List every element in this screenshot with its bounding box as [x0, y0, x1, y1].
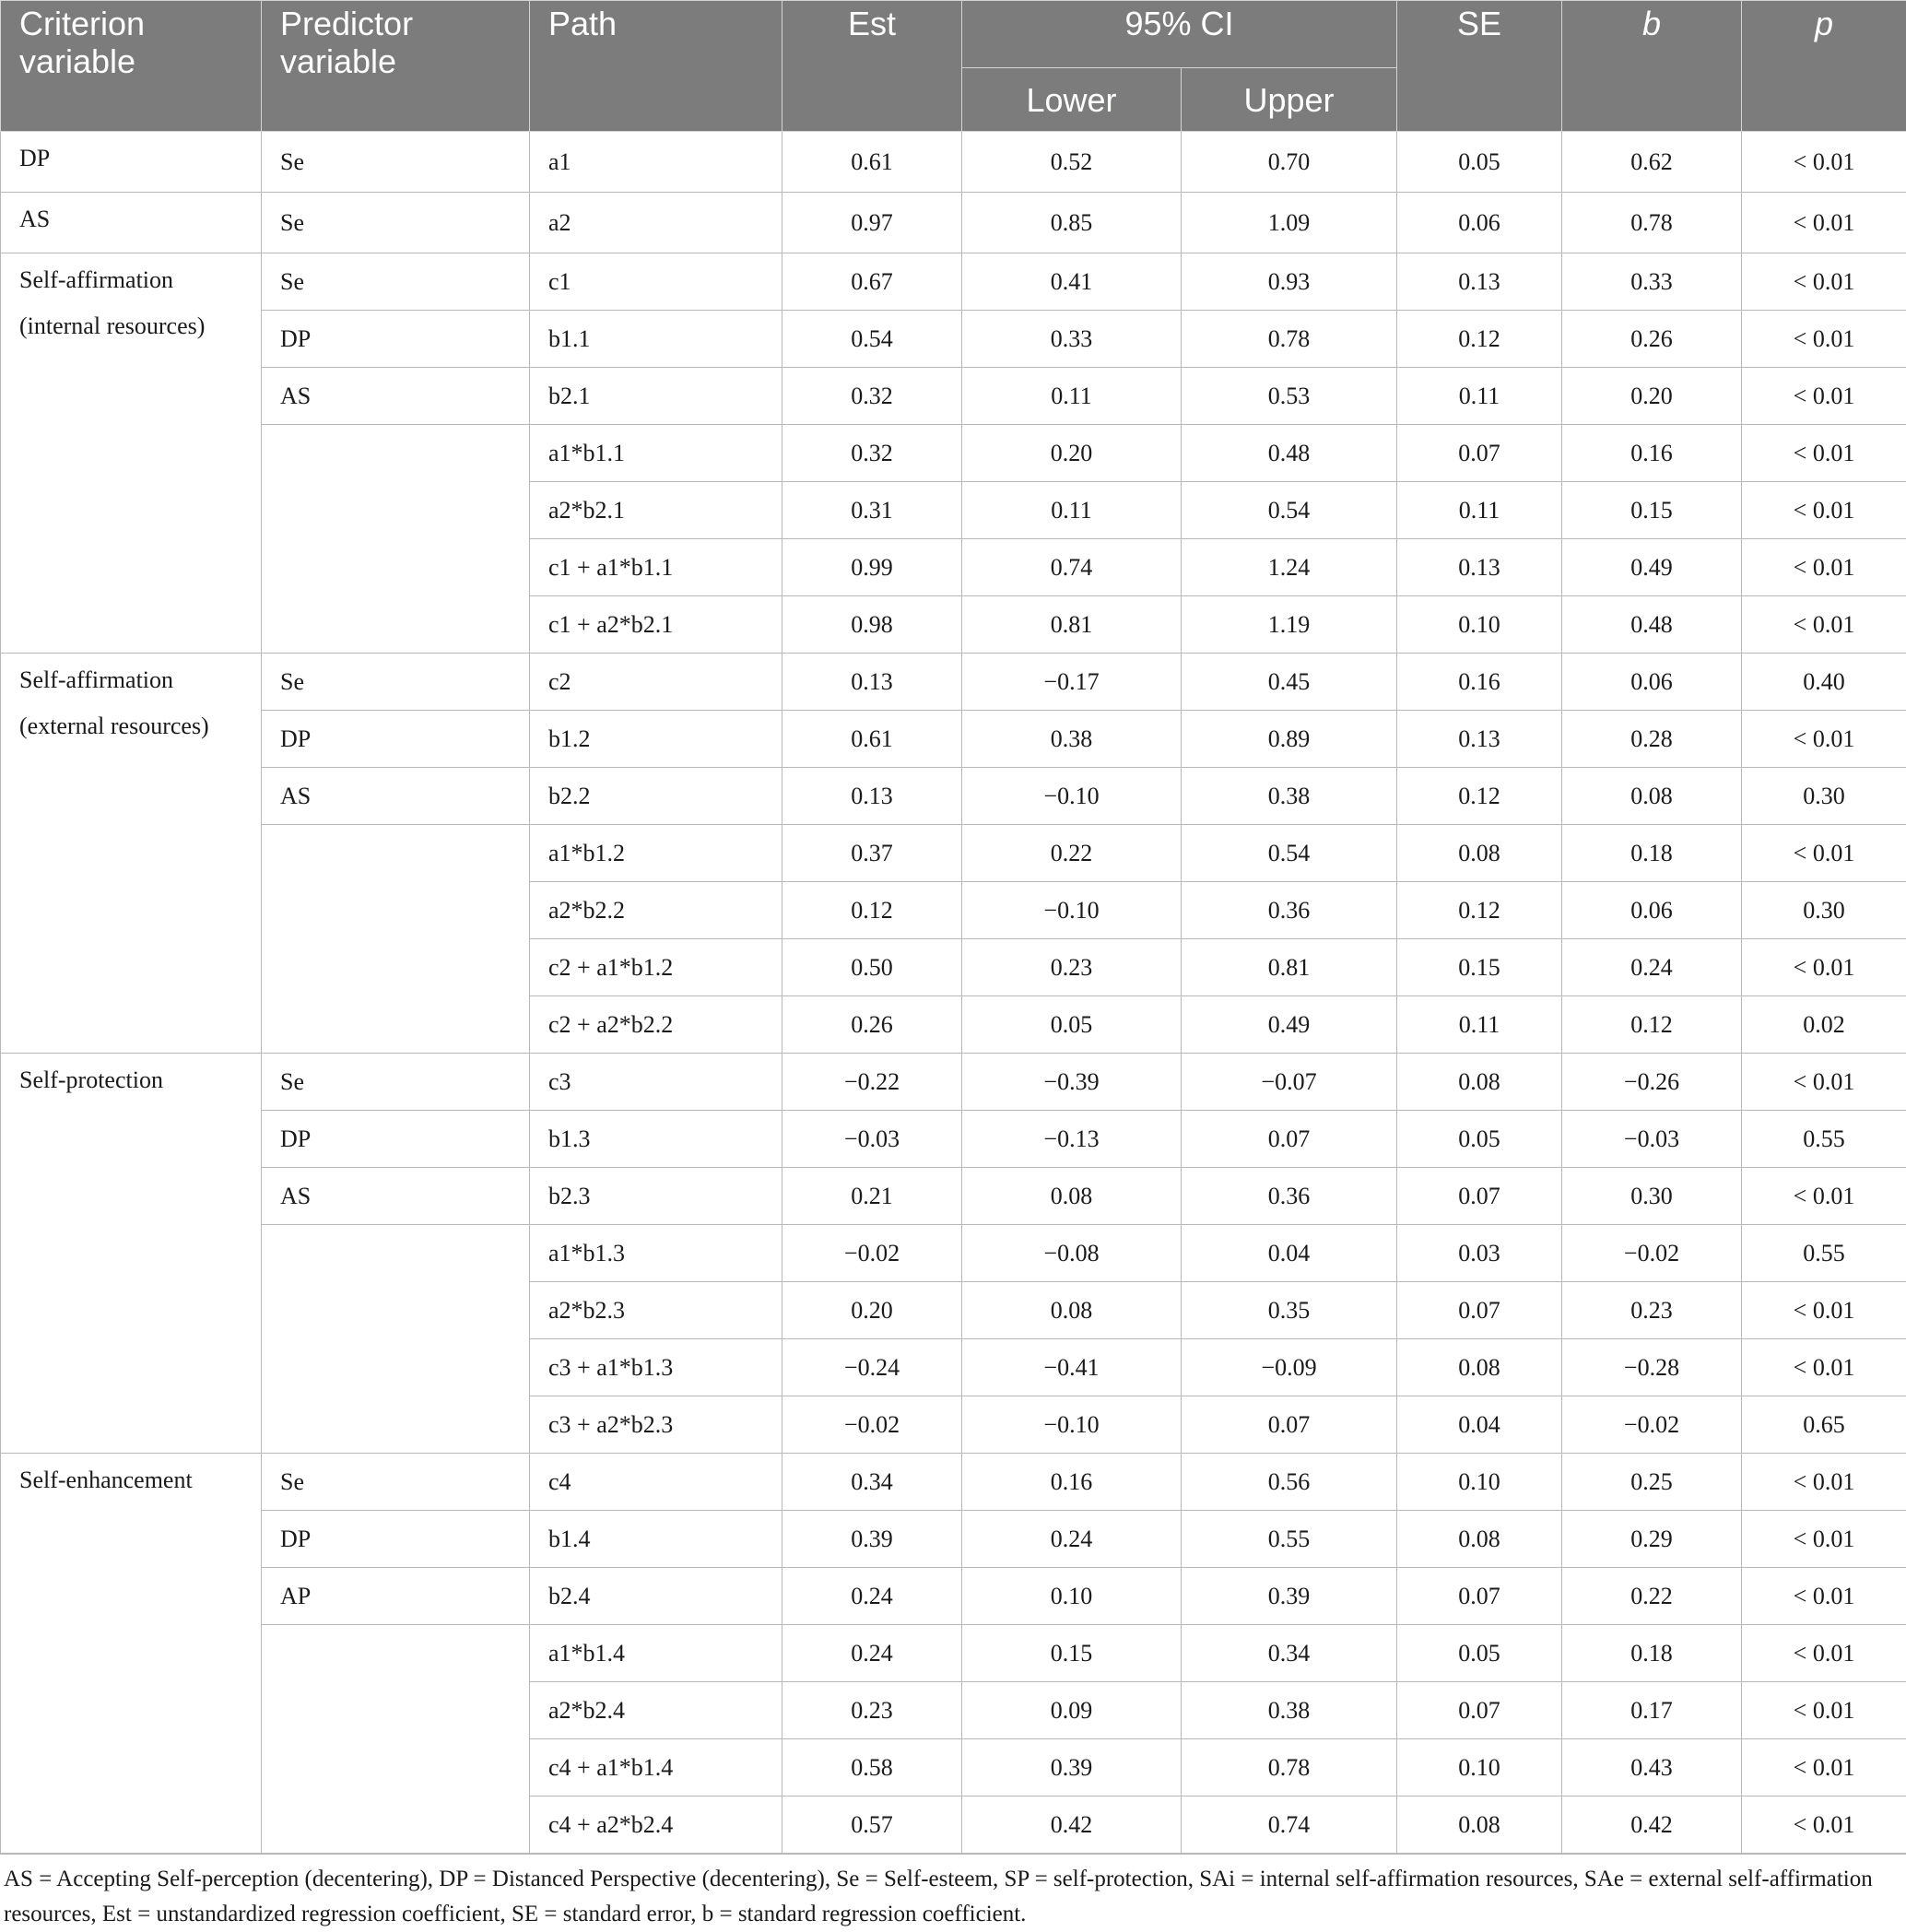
table-row: [1, 1511, 1906, 1568]
cell-predictor: AS: [262, 368, 530, 425]
cell-p: 0.55: [1742, 1111, 1906, 1168]
cell-se: 0.07: [1397, 1168, 1562, 1225]
cell-path: c3 + a1*b1.3: [530, 1339, 782, 1396]
cell-ci-upper: 0.45: [1182, 654, 1397, 711]
table-row: [1, 1625, 1906, 1682]
cell-se: 0.08: [1397, 1511, 1562, 1568]
cell-se: 0.10: [1397, 596, 1562, 654]
table-row: [1, 1225, 1906, 1282]
cell-est: −0.03: [782, 1111, 962, 1168]
cell-path: a1*b1.1: [530, 425, 782, 482]
table-row: [1, 1568, 1906, 1625]
cell-path: c2 + a2*b2.2: [530, 996, 782, 1054]
cell-ci-upper: 0.53: [1182, 368, 1397, 425]
cell-ci-lower: −0.10: [962, 1396, 1182, 1454]
cell-se: 0.08: [1397, 825, 1562, 882]
cell-p: < 0.01: [1742, 482, 1906, 539]
header-predictor: Predictor variable: [262, 1, 530, 132]
cell-ci-upper: 0.70: [1182, 132, 1397, 193]
cell-b: 0.15: [1562, 482, 1742, 539]
table-row: [1, 1168, 1906, 1225]
cell-path: a2: [530, 193, 782, 253]
cell-path: b1.4: [530, 1511, 782, 1568]
cell-se: 0.04: [1397, 1396, 1562, 1454]
cell-b: 0.23: [1562, 1282, 1742, 1339]
table-row: [1, 132, 1906, 193]
cell-path: b1.1: [530, 311, 782, 368]
cell-path: b2.3: [530, 1168, 782, 1225]
cell-b: 0.29: [1562, 1511, 1742, 1568]
cell-ci-lower: 0.74: [962, 539, 1182, 596]
cell-se: 0.11: [1397, 996, 1562, 1054]
cell-ci-lower: −0.39: [962, 1054, 1182, 1111]
cell-p: < 0.01: [1742, 1797, 1906, 1854]
cell-est: 0.32: [782, 368, 962, 425]
cell-path: c2 + a1*b1.2: [530, 939, 782, 996]
cell-ci-lower: 0.23: [962, 939, 1182, 996]
cell-ci-upper: 0.54: [1182, 825, 1397, 882]
cell-se: 0.12: [1397, 768, 1562, 825]
table-row: [1, 1054, 1906, 1111]
header-ci: 95% CI: [962, 1, 1397, 68]
cell-est: 0.50: [782, 939, 962, 996]
cell-p: < 0.01: [1742, 1168, 1906, 1225]
cell-est: 0.67: [782, 253, 962, 311]
cell-ci-upper: 0.07: [1182, 1111, 1397, 1168]
cell-est: 0.61: [782, 711, 962, 768]
cell-ci-upper: 0.54: [1182, 482, 1397, 539]
cell-se: 0.12: [1397, 311, 1562, 368]
header-ci-lower: Lower: [962, 68, 1182, 132]
cell-p: < 0.01: [1742, 253, 1906, 311]
cell-ci-lower: −0.41: [962, 1339, 1182, 1396]
cell-ci-lower: −0.17: [962, 654, 1182, 711]
header-ci-upper: Upper: [1182, 68, 1397, 132]
cell-predictor: Se: [262, 654, 530, 711]
cell-b: 0.06: [1562, 654, 1742, 711]
cell-se: 0.05: [1397, 1111, 1562, 1168]
cell-ci-upper: 0.39: [1182, 1568, 1397, 1625]
cell-path: a1: [530, 132, 782, 193]
cell-est: 0.99: [782, 539, 962, 596]
table-header: [1, 1, 1906, 132]
cell-ci-lower: 0.05: [962, 996, 1182, 1054]
cell-p: 0.40: [1742, 654, 1906, 711]
cell-b: 0.26: [1562, 311, 1742, 368]
cell-ci-lower: 0.81: [962, 596, 1182, 654]
table-row: [1, 193, 1906, 253]
cell-est: 0.21: [782, 1168, 962, 1225]
cell-ci-lower: −0.08: [962, 1225, 1182, 1282]
cell-b: 0.16: [1562, 425, 1742, 482]
cell-b: 0.78: [1562, 193, 1742, 253]
cell-ci-upper: 0.38: [1182, 768, 1397, 825]
cell-ci-upper: −0.09: [1182, 1339, 1397, 1396]
cell-se: 0.07: [1397, 1282, 1562, 1339]
cell-ci-upper: 0.48: [1182, 425, 1397, 482]
cell-est: 0.24: [782, 1625, 962, 1682]
table-row: [1, 654, 1906, 711]
cell-ci-lower: 0.41: [962, 253, 1182, 311]
cell-b: −0.26: [1562, 1054, 1742, 1111]
header-b: b: [1562, 1, 1742, 132]
cell-ci-lower: 0.85: [962, 193, 1182, 253]
cell-ci-lower: 0.24: [962, 1511, 1182, 1568]
cell-est: 0.37: [782, 825, 962, 882]
header-path: Path: [530, 1, 782, 132]
cell-est: 0.24: [782, 1568, 962, 1625]
cell-est: 0.12: [782, 882, 962, 939]
cell-ci-lower: 0.08: [962, 1168, 1182, 1225]
cell-b: 0.17: [1562, 1682, 1742, 1739]
cell-est: 0.31: [782, 482, 962, 539]
cell-se: 0.11: [1397, 482, 1562, 539]
cell-b: 0.06: [1562, 882, 1742, 939]
cell-ci-upper: 0.04: [1182, 1225, 1397, 1282]
cell-se: 0.03: [1397, 1225, 1562, 1282]
cell-est: 0.61: [782, 132, 962, 193]
cell-predictor: DP: [262, 711, 530, 768]
cell-path: b2.1: [530, 368, 782, 425]
cell-predictor: [262, 825, 530, 1054]
cell-b: 0.24: [1562, 939, 1742, 996]
cell-se: 0.06: [1397, 193, 1562, 253]
cell-b: 0.12: [1562, 996, 1742, 1054]
cell-predictor: [262, 1625, 530, 1854]
cell-predictor: [262, 425, 530, 654]
cell-p: < 0.01: [1742, 596, 1906, 654]
cell-se: 0.08: [1397, 1054, 1562, 1111]
cell-est: 0.13: [782, 654, 962, 711]
cell-p: < 0.01: [1742, 1339, 1906, 1396]
cell-b: 0.62: [1562, 132, 1742, 193]
cell-criterion: Self-affirmation (internal resources): [1, 253, 262, 654]
cell-criterion: Self-protection: [1, 1054, 262, 1454]
table-row: [1, 825, 1906, 882]
cell-p: 0.30: [1742, 768, 1906, 825]
cell-path: a2*b2.3: [530, 1282, 782, 1339]
cell-ci-lower: 0.11: [962, 368, 1182, 425]
cell-est: 0.34: [782, 1454, 962, 1511]
cell-criterion: AS: [1, 193, 262, 253]
cell-predictor: [262, 1225, 530, 1454]
table-footnote: AS = Accepting Self-perception (decentering), DP = Distanced Perspective (decentering), Se = Self-esteem, SP = self-protection, SAi = internal self-affirmation resources, SAe = external self-affirmation resources, Est = unstandardized regression coefficient, SE = standard error, b = standard regression coefficient.: [0, 1854, 1906, 1932]
cell-ci-lower: 0.33: [962, 311, 1182, 368]
table-row: [1, 311, 1906, 368]
header-criterion: Criterion variable: [1, 1, 262, 132]
cell-predictor: Se: [262, 1454, 530, 1511]
cell-ci-lower: 0.11: [962, 482, 1182, 539]
cell-ci-lower: 0.10: [962, 1568, 1182, 1625]
cell-se: 0.07: [1397, 425, 1562, 482]
cell-se: 0.13: [1397, 253, 1562, 311]
cell-ci-upper: 0.93: [1182, 253, 1397, 311]
cell-path: c1 + a2*b2.1: [530, 596, 782, 654]
cell-ci-lower: −0.10: [962, 768, 1182, 825]
cell-ci-upper: 0.78: [1182, 1739, 1397, 1797]
cell-est: −0.22: [782, 1054, 962, 1111]
cell-b: 0.18: [1562, 1625, 1742, 1682]
cell-se: 0.15: [1397, 939, 1562, 996]
cell-ci-upper: 0.74: [1182, 1797, 1397, 1854]
cell-criterion: Self-affirmation (external resources): [1, 654, 262, 1054]
cell-path: a1*b1.2: [530, 825, 782, 882]
cell-criterion: Self-enhancement: [1, 1454, 262, 1854]
cell-b: 0.20: [1562, 368, 1742, 425]
cell-ci-lower: 0.42: [962, 1797, 1182, 1854]
cell-est: 0.32: [782, 425, 962, 482]
cell-p: < 0.01: [1742, 1568, 1906, 1625]
cell-ci-lower: −0.10: [962, 882, 1182, 939]
cell-path: b1.3: [530, 1111, 782, 1168]
cell-p: < 0.01: [1742, 825, 1906, 882]
cell-path: c3 + a2*b2.3: [530, 1396, 782, 1454]
cell-p: < 0.01: [1742, 1054, 1906, 1111]
cell-ci-lower: 0.08: [962, 1282, 1182, 1339]
cell-b: 0.30: [1562, 1168, 1742, 1225]
cell-b: 0.25: [1562, 1454, 1742, 1511]
cell-path: a1*b1.4: [530, 1625, 782, 1682]
table-row: [1, 253, 1906, 311]
cell-p: < 0.01: [1742, 1511, 1906, 1568]
cell-b: −0.28: [1562, 1339, 1742, 1396]
cell-path: c4: [530, 1454, 782, 1511]
cell-p: < 0.01: [1742, 1454, 1906, 1511]
cell-se: 0.10: [1397, 1739, 1562, 1797]
cell-b: 0.43: [1562, 1739, 1742, 1797]
cell-ci-upper: 0.55: [1182, 1511, 1397, 1568]
cell-path: b1.2: [530, 711, 782, 768]
cell-ci-upper: 0.89: [1182, 711, 1397, 768]
cell-ci-lower: 0.22: [962, 825, 1182, 882]
cell-p: 0.30: [1742, 882, 1906, 939]
cell-se: 0.07: [1397, 1568, 1562, 1625]
table-row: [1, 425, 1906, 482]
cell-ci-upper: 0.34: [1182, 1625, 1397, 1682]
cell-se: 0.16: [1397, 654, 1562, 711]
cell-path: c2: [530, 654, 782, 711]
header-est: Est: [782, 1, 962, 132]
cell-p: < 0.01: [1742, 711, 1906, 768]
table-row: [1, 1454, 1906, 1511]
cell-path: c3: [530, 1054, 782, 1111]
cell-b: 0.33: [1562, 253, 1742, 311]
cell-p: 0.02: [1742, 996, 1906, 1054]
cell-criterion: DP: [1, 132, 262, 193]
cell-ci-lower: 0.09: [962, 1682, 1182, 1739]
cell-ci-lower: 0.20: [962, 425, 1182, 482]
cell-se: 0.08: [1397, 1797, 1562, 1854]
cell-ci-upper: 0.07: [1182, 1396, 1397, 1454]
cell-ci-upper: 0.36: [1182, 1168, 1397, 1225]
cell-se: 0.05: [1397, 1625, 1562, 1682]
cell-est: 0.26: [782, 996, 962, 1054]
header-se: SE: [1397, 1, 1562, 132]
cell-p: < 0.01: [1742, 132, 1906, 193]
cell-b: 0.08: [1562, 768, 1742, 825]
cell-ci-upper: 0.35: [1182, 1282, 1397, 1339]
cell-se: 0.13: [1397, 539, 1562, 596]
cell-b: 0.22: [1562, 1568, 1742, 1625]
cell-se: 0.05: [1397, 132, 1562, 193]
cell-b: 0.48: [1562, 596, 1742, 654]
cell-p: < 0.01: [1742, 939, 1906, 996]
cell-predictor: Se: [262, 253, 530, 311]
cell-est: 0.39: [782, 1511, 962, 1568]
cell-est: 0.97: [782, 193, 962, 253]
cell-predictor: DP: [262, 1511, 530, 1568]
cell-path: a2*b2.2: [530, 882, 782, 939]
cell-ci-lower: −0.13: [962, 1111, 1182, 1168]
cell-est: 0.23: [782, 1682, 962, 1739]
cell-est: 0.58: [782, 1739, 962, 1797]
cell-est: −0.24: [782, 1339, 962, 1396]
cell-predictor: Se: [262, 1054, 530, 1111]
cell-se: 0.12: [1397, 882, 1562, 939]
cell-ci-upper: 0.78: [1182, 311, 1397, 368]
cell-path: b2.2: [530, 768, 782, 825]
cell-ci-upper: 0.38: [1182, 1682, 1397, 1739]
cell-predictor: Se: [262, 193, 530, 253]
header-p: p: [1742, 1, 1906, 132]
cell-se: 0.11: [1397, 368, 1562, 425]
cell-predictor: AS: [262, 1168, 530, 1225]
cell-p: < 0.01: [1742, 539, 1906, 596]
cell-ci-upper: 1.19: [1182, 596, 1397, 654]
cell-predictor: DP: [262, 1111, 530, 1168]
table-row: [1, 768, 1906, 825]
cell-p: < 0.01: [1742, 1682, 1906, 1739]
cell-ci-lower: 0.16: [962, 1454, 1182, 1511]
cell-ci-upper: 0.56: [1182, 1454, 1397, 1511]
table-row: [1, 368, 1906, 425]
cell-path: b2.4: [530, 1568, 782, 1625]
cell-path: c1 + a1*b1.1: [530, 539, 782, 596]
cell-path: c4 + a2*b2.4: [530, 1797, 782, 1854]
cell-path: a1*b1.3: [530, 1225, 782, 1282]
cell-p: < 0.01: [1742, 193, 1906, 253]
cell-ci-upper: 1.09: [1182, 193, 1397, 253]
cell-se: 0.10: [1397, 1454, 1562, 1511]
cell-p: < 0.01: [1742, 1625, 1906, 1682]
cell-b: −0.02: [1562, 1225, 1742, 1282]
cell-p: < 0.01: [1742, 1739, 1906, 1797]
cell-ci-upper: −0.07: [1182, 1054, 1397, 1111]
cell-p: < 0.01: [1742, 1282, 1906, 1339]
cell-b: 0.42: [1562, 1797, 1742, 1854]
cell-p: < 0.01: [1742, 425, 1906, 482]
cell-est: −0.02: [782, 1396, 962, 1454]
cell-b: −0.02: [1562, 1396, 1742, 1454]
cell-se: 0.08: [1397, 1339, 1562, 1396]
cell-se: 0.13: [1397, 711, 1562, 768]
cell-p: 0.55: [1742, 1225, 1906, 1282]
cell-b: 0.18: [1562, 825, 1742, 882]
cell-ci-upper: 1.24: [1182, 539, 1397, 596]
cell-p: 0.65: [1742, 1396, 1906, 1454]
cell-est: 0.54: [782, 311, 962, 368]
cell-b: −0.03: [1562, 1111, 1742, 1168]
cell-ci-upper: 0.81: [1182, 939, 1397, 996]
cell-ci-lower: 0.38: [962, 711, 1182, 768]
table-row: [1, 1111, 1906, 1168]
cell-p: < 0.01: [1742, 311, 1906, 368]
cell-se: 0.07: [1397, 1682, 1562, 1739]
cell-est: 0.57: [782, 1797, 962, 1854]
cell-ci-upper: 0.36: [1182, 882, 1397, 939]
cell-predictor: AS: [262, 768, 530, 825]
cell-b: 0.49: [1562, 539, 1742, 596]
cell-path: a2*b2.1: [530, 482, 782, 539]
cell-est: 0.98: [782, 596, 962, 654]
cell-predictor: DP: [262, 311, 530, 368]
cell-ci-lower: 0.39: [962, 1739, 1182, 1797]
cell-est: 0.13: [782, 768, 962, 825]
cell-ci-upper: 0.49: [1182, 996, 1397, 1054]
cell-est: 0.20: [782, 1282, 962, 1339]
cell-est: −0.02: [782, 1225, 962, 1282]
cell-path: c4 + a1*b1.4: [530, 1739, 782, 1797]
cell-path: c1: [530, 253, 782, 311]
table-row: [1, 711, 1906, 768]
cell-predictor: Se: [262, 132, 530, 193]
cell-ci-lower: 0.15: [962, 1625, 1182, 1682]
cell-b: 0.28: [1562, 711, 1742, 768]
cell-p: < 0.01: [1742, 368, 1906, 425]
cell-path: a2*b2.4: [530, 1682, 782, 1739]
cell-ci-lower: 0.52: [962, 132, 1182, 193]
table-body: [1, 132, 1906, 1854]
cell-predictor: AP: [262, 1568, 530, 1625]
